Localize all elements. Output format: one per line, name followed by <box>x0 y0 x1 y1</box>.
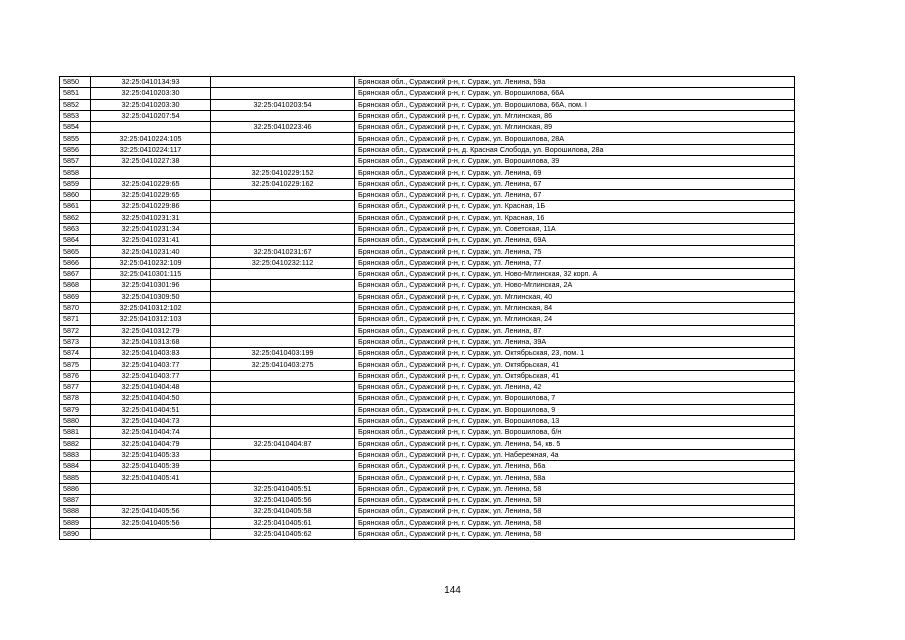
related-cadastral-number-cell <box>211 427 355 438</box>
table-row <box>60 314 795 325</box>
table-row <box>60 336 795 347</box>
row-number-cell: 5859 <box>60 178 91 189</box>
table-row <box>60 77 795 88</box>
row-number-cell: 5870 <box>60 302 91 313</box>
table-row <box>60 235 795 246</box>
table-row <box>60 461 795 472</box>
table-row <box>60 348 795 359</box>
cadastral-number-cell: 32:25:0410229:65 <box>91 178 211 189</box>
row-number-cell: 5863 <box>60 223 91 234</box>
related-cadastral-number-cell <box>211 133 355 144</box>
row-number-cell: 5878 <box>60 393 91 404</box>
row-number-cell: 5884 <box>60 461 91 472</box>
table-row <box>60 528 795 539</box>
table-row <box>60 133 795 144</box>
related-cadastral-number-cell <box>211 156 355 167</box>
address-cell: Брянская обл., Суражский р-н, г. Сураж, ул. Ленина, 58 <box>355 494 795 505</box>
related-cadastral-number-cell <box>211 189 355 200</box>
cadastral-number-cell: 32:25:0410405:41 <box>91 472 211 483</box>
table-row <box>60 99 795 110</box>
cadastral-number-cell <box>91 167 211 178</box>
address-cell: Брянская обл., Суражский р-н, г. Сураж, ул. Ворошилова, 39 <box>355 156 795 167</box>
cadastral-number-cell: 32:25:0410134:93 <box>91 77 211 88</box>
address-cell: Брянская обл., Суражский р-н, г. Сураж, ул. Мглинская, 86 <box>355 110 795 121</box>
table-row <box>60 359 795 370</box>
address-cell: Брянская обл., Суражский р-н, г. Сураж, ул. Ленина, 58а <box>355 472 795 483</box>
row-number-cell: 5854 <box>60 122 91 133</box>
related-cadastral-number-cell <box>211 77 355 88</box>
related-cadastral-number-cell: 32:25:0410203:54 <box>211 99 355 110</box>
cadastral-number-cell: 32:25:0410403:77 <box>91 359 211 370</box>
related-cadastral-number-cell <box>211 314 355 325</box>
related-cadastral-number-cell <box>211 280 355 291</box>
row-number-cell: 5851 <box>60 88 91 99</box>
table-row <box>60 415 795 426</box>
related-cadastral-number-cell <box>211 235 355 246</box>
address-cell: Брянская обл., Суражский р-н, г. Сураж, ул. Мглинская, 84 <box>355 302 795 313</box>
table-row <box>60 167 795 178</box>
address-cell: Брянская обл., Суражский р-н, г. Сураж, ул. Советская, 11А <box>355 223 795 234</box>
address-cell: Брянская обл., Суражский р-н, г. Сураж, ул. Ворошилова, 28А <box>355 133 795 144</box>
related-cadastral-number-cell <box>211 325 355 336</box>
table-row <box>60 88 795 99</box>
row-number-cell: 5857 <box>60 156 91 167</box>
row-number-cell: 5871 <box>60 314 91 325</box>
address-cell: Брянская обл., Суражский р-н, г. Сураж, ул. Ворошилова, б/н <box>355 427 795 438</box>
address-cell: Брянская обл., Суражский р-н, г. Сураж, ул. Ленина, 56а <box>355 461 795 472</box>
row-number-cell: 5862 <box>60 212 91 223</box>
address-cell: Брянская обл., Суражский р-н, г. Сураж, ул. Ленина, 67 <box>355 178 795 189</box>
cadastral-number-cell: 32:25:0410404:51 <box>91 404 211 415</box>
related-cadastral-number-cell: 32:25:0410405:51 <box>211 483 355 494</box>
address-cell: Брянская обл., Суражский р-н, г. Сураж, ул. Ленина, 42 <box>355 382 795 393</box>
cadastral-number-cell: 32:25:0410231:40 <box>91 246 211 257</box>
related-cadastral-number-cell <box>211 223 355 234</box>
related-cadastral-number-cell <box>211 336 355 347</box>
table-row <box>60 223 795 234</box>
cadastral-number-cell: 32:25:0410207:54 <box>91 110 211 121</box>
related-cadastral-number-cell <box>211 302 355 313</box>
table-row <box>60 110 795 121</box>
address-cell: Брянская обл., Суражский р-н, г. Сураж, ул. Мглинская, 40 <box>355 291 795 302</box>
row-number-cell: 5883 <box>60 449 91 460</box>
table-row <box>60 370 795 381</box>
address-cell: Брянская обл., Суражский р-н, г. Сураж, ул. Ворошилова, 13 <box>355 415 795 426</box>
cadastral-number-cell: 32:25:0410229:65 <box>91 189 211 200</box>
table-row <box>60 483 795 494</box>
address-cell: Брянская обл., Суражский р-н, г. Сураж, ул. Ворошилова, 66А, пом. I <box>355 99 795 110</box>
row-number-cell: 5860 <box>60 189 91 200</box>
address-cell: Брянская обл., Суражский р-н, г. Сураж, ул. Мглинская, 89 <box>355 122 795 133</box>
row-number-cell: 5856 <box>60 144 91 155</box>
address-cell: Брянская обл., Суражский р-н, г. Сураж, ул. Октябрьская, 23, пом. 1 <box>355 348 795 359</box>
row-number-cell: 5869 <box>60 291 91 302</box>
cadastral-number-cell: 32:25:0410301:115 <box>91 269 211 280</box>
cadastral-number-cell: 32:25:0410232:109 <box>91 257 211 268</box>
cadastral-number-cell <box>91 494 211 505</box>
address-cell: Брянская обл., Суражский р-н, г. Сураж, ул. Ленина, 58 <box>355 517 795 528</box>
cadastral-number-cell: 32:25:0410313:68 <box>91 336 211 347</box>
related-cadastral-number-cell: 32:25:0410231:67 <box>211 246 355 257</box>
cadastral-number-cell: 32:25:0410312:103 <box>91 314 211 325</box>
cadastral-number-cell: 32:25:0410224:117 <box>91 144 211 155</box>
related-cadastral-number-cell <box>211 144 355 155</box>
cadastral-number-cell: 32:25:0410309:50 <box>91 291 211 302</box>
table-row <box>60 156 795 167</box>
cadastral-number-cell: 32:25:0410405:33 <box>91 449 211 460</box>
row-number-cell: 5853 <box>60 110 91 121</box>
related-cadastral-number-cell: 32:25:0410405:62 <box>211 528 355 539</box>
address-cell: Брянская обл., Суражский р-н, г. Сураж, ул. Ленина, 75 <box>355 246 795 257</box>
related-cadastral-number-cell: 32:25:0410229:152 <box>211 167 355 178</box>
related-cadastral-number-cell <box>211 461 355 472</box>
cadastral-number-cell: 32:25:0410403:83 <box>91 348 211 359</box>
cadastral-number-cell: 32:25:0410203:30 <box>91 99 211 110</box>
related-cadastral-number-cell <box>211 472 355 483</box>
cadastral-number-cell: 32:25:0410404:74 <box>91 427 211 438</box>
table-row <box>60 438 795 449</box>
table-row <box>60 212 795 223</box>
row-number-cell: 5877 <box>60 382 91 393</box>
related-cadastral-number-cell <box>211 393 355 404</box>
table-row <box>60 201 795 212</box>
row-number-cell: 5867 <box>60 269 91 280</box>
property-register-table <box>59 76 795 540</box>
cadastral-number-cell: 32:25:0410203:30 <box>91 88 211 99</box>
address-cell: Брянская обл., Суражский р-н, г. Сураж, ул. Мглинская, 24 <box>355 314 795 325</box>
row-number-cell: 5861 <box>60 201 91 212</box>
table-row <box>60 189 795 200</box>
row-number-cell: 5872 <box>60 325 91 336</box>
address-cell: Брянская обл., Суражский р-н, г. Сураж, ул. Красная, 16 <box>355 212 795 223</box>
related-cadastral-number-cell <box>211 269 355 280</box>
related-cadastral-number-cell: 32:25:0410223:46 <box>211 122 355 133</box>
row-number-cell: 5890 <box>60 528 91 539</box>
table-row <box>60 178 795 189</box>
table-row <box>60 472 795 483</box>
related-cadastral-number-cell: 32:25:0410232:112 <box>211 257 355 268</box>
related-cadastral-number-cell <box>211 291 355 302</box>
row-number-cell: 5876 <box>60 370 91 381</box>
cadastral-number-cell <box>91 528 211 539</box>
table-row <box>60 144 795 155</box>
cadastral-number-cell: 32:25:0410404:73 <box>91 415 211 426</box>
related-cadastral-number-cell <box>211 449 355 460</box>
row-number-cell: 5865 <box>60 246 91 257</box>
row-number-cell: 5852 <box>60 99 91 110</box>
cadastral-number-cell <box>91 122 211 133</box>
table-row <box>60 280 795 291</box>
address-cell: Брянская обл., Суражский р-н, г. Сураж, ул. Набережная, 4а <box>355 449 795 460</box>
related-cadastral-number-cell <box>211 212 355 223</box>
cadastral-number-cell: 32:25:0410227:38 <box>91 156 211 167</box>
address-cell: Брянская обл., Суражский р-н, г. Сураж, ул. Ленина, 69 <box>355 167 795 178</box>
address-cell: Брянская обл., Суражский р-н, г. Сураж, ул. Ленина, 39А <box>355 336 795 347</box>
address-cell: Брянская обл., Суражский р-н, г. Сураж, ул. Ворошилова, 9 <box>355 404 795 415</box>
related-cadastral-number-cell: 32:25:0410405:61 <box>211 517 355 528</box>
row-number-cell: 5868 <box>60 280 91 291</box>
row-number-cell: 5888 <box>60 506 91 517</box>
cadastral-number-cell <box>91 483 211 494</box>
table-row <box>60 506 795 517</box>
row-number-cell: 5885 <box>60 472 91 483</box>
row-number-cell: 5886 <box>60 483 91 494</box>
cadastral-number-cell: 32:25:0410405:39 <box>91 461 211 472</box>
related-cadastral-number-cell: 32:25:0410403:275 <box>211 359 355 370</box>
table-row <box>60 122 795 133</box>
address-cell: Брянская обл., Суражский р-н, г. Сураж, ул. Ворошилова, 7 <box>355 393 795 404</box>
address-cell: Брянская обл., Суражский р-н, г. Сураж, ул. Ленина, 58 <box>355 528 795 539</box>
row-number-cell: 5873 <box>60 336 91 347</box>
row-number-cell: 5882 <box>60 438 91 449</box>
table-row <box>60 325 795 336</box>
address-cell: Брянская обл., Суражский р-н, г. Сураж, ул. Ленина, 58 <box>355 506 795 517</box>
table-row <box>60 404 795 415</box>
row-number-cell: 5879 <box>60 404 91 415</box>
row-number-cell: 5880 <box>60 415 91 426</box>
table-row <box>60 449 795 460</box>
table-row <box>60 382 795 393</box>
related-cadastral-number-cell: 32:25:0410405:58 <box>211 506 355 517</box>
table-row <box>60 494 795 505</box>
cadastral-number-cell: 32:25:0410224:105 <box>91 133 211 144</box>
row-number-cell: 5858 <box>60 167 91 178</box>
related-cadastral-number-cell <box>211 404 355 415</box>
cadastral-number-cell: 32:25:0410231:34 <box>91 223 211 234</box>
address-cell: Брянская обл., Суражский р-н, г. Сураж, ул. Ворошилова, 66А <box>355 88 795 99</box>
row-number-cell: 5866 <box>60 257 91 268</box>
page-number: 144 <box>444 585 461 596</box>
row-number-cell: 5887 <box>60 494 91 505</box>
related-cadastral-number-cell: 32:25:0410229:162 <box>211 178 355 189</box>
address-cell: Брянская обл., Суражский р-н, г. Сураж, ул. Октябрьская, 41 <box>355 359 795 370</box>
table-row <box>60 427 795 438</box>
related-cadastral-number-cell <box>211 415 355 426</box>
table-row <box>60 517 795 528</box>
row-number-cell: 5881 <box>60 427 91 438</box>
related-cadastral-number-cell: 32:25:0410405:56 <box>211 494 355 505</box>
related-cadastral-number-cell <box>211 382 355 393</box>
cadastral-number-cell: 32:25:0410301:96 <box>91 280 211 291</box>
address-cell: Брянская обл., Суражский р-н, г. Сураж, ул. Ленина, 58 <box>355 483 795 494</box>
table-row <box>60 291 795 302</box>
cadastral-number-cell: 32:25:0410404:50 <box>91 393 211 404</box>
table-row <box>60 393 795 404</box>
address-cell: Брянская обл., Суражский р-н, г. Сураж, ул. Ленина, 69А <box>355 235 795 246</box>
cadastral-number-cell: 32:25:0410404:48 <box>91 382 211 393</box>
cadastral-number-cell: 32:25:0410403:77 <box>91 370 211 381</box>
table-row <box>60 269 795 280</box>
address-cell: Брянская обл., Суражский р-н, г. Сураж, ул. Ново-Мглинская, 32 корп. А <box>355 269 795 280</box>
related-cadastral-number-cell <box>211 110 355 121</box>
address-cell: Брянская обл., Суражский р-н, г. Сураж, ул. Октябрьская, 41 <box>355 370 795 381</box>
table-row <box>60 246 795 257</box>
related-cadastral-number-cell: 32:25:0410404:87 <box>211 438 355 449</box>
cadastral-number-cell: 32:25:0410404:79 <box>91 438 211 449</box>
table-row <box>60 257 795 268</box>
cadastral-number-cell: 32:25:0410231:31 <box>91 212 211 223</box>
address-cell: Брянская обл., Суражский р-н, г. Сураж, ул. Ленина, 59а <box>355 77 795 88</box>
address-cell: Брянская обл., Суражский р-н, д. Красная Слобода, ул. Ворошилова, 28а <box>355 144 795 155</box>
related-cadastral-number-cell <box>211 370 355 381</box>
cadastral-number-cell: 32:25:0410229:86 <box>91 201 211 212</box>
row-number-cell: 5875 <box>60 359 91 370</box>
row-number-cell: 5850 <box>60 77 91 88</box>
row-number-cell: 5874 <box>60 348 91 359</box>
related-cadastral-number-cell: 32:25:0410403:199 <box>211 348 355 359</box>
related-cadastral-number-cell <box>211 88 355 99</box>
cadastral-number-cell: 32:25:0410405:56 <box>91 517 211 528</box>
register-table-body <box>60 77 795 540</box>
cadastral-number-cell: 32:25:0410312:79 <box>91 325 211 336</box>
row-number-cell: 5864 <box>60 235 91 246</box>
address-cell: Брянская обл., Суражский р-н, г. Сураж, ул. Ленина, 87 <box>355 325 795 336</box>
address-cell: Брянская обл., Суражский р-н, г. Сураж, ул. Красная, 1Б <box>355 201 795 212</box>
address-cell: Брянская обл., Суражский р-н, г. Сураж, ул. Ленина, 54, кв. 5 <box>355 438 795 449</box>
cadastral-number-cell: 32:25:0410231:41 <box>91 235 211 246</box>
cadastral-number-cell: 32:25:0410312:102 <box>91 302 211 313</box>
address-cell: Брянская обл., Суражский р-н, г. Сураж, ул. Ленина, 77 <box>355 257 795 268</box>
address-cell: Брянская обл., Суражский р-н, г. Сураж, ул. Ново-Мглинская, 2А <box>355 280 795 291</box>
cadastral-number-cell: 32:25:0410405:56 <box>91 506 211 517</box>
related-cadastral-number-cell <box>211 201 355 212</box>
table-row <box>60 302 795 313</box>
row-number-cell: 5889 <box>60 517 91 528</box>
row-number-cell: 5855 <box>60 133 91 144</box>
address-cell: Брянская обл., Суражский р-н, г. Сураж, ул. Ленина, 67 <box>355 189 795 200</box>
